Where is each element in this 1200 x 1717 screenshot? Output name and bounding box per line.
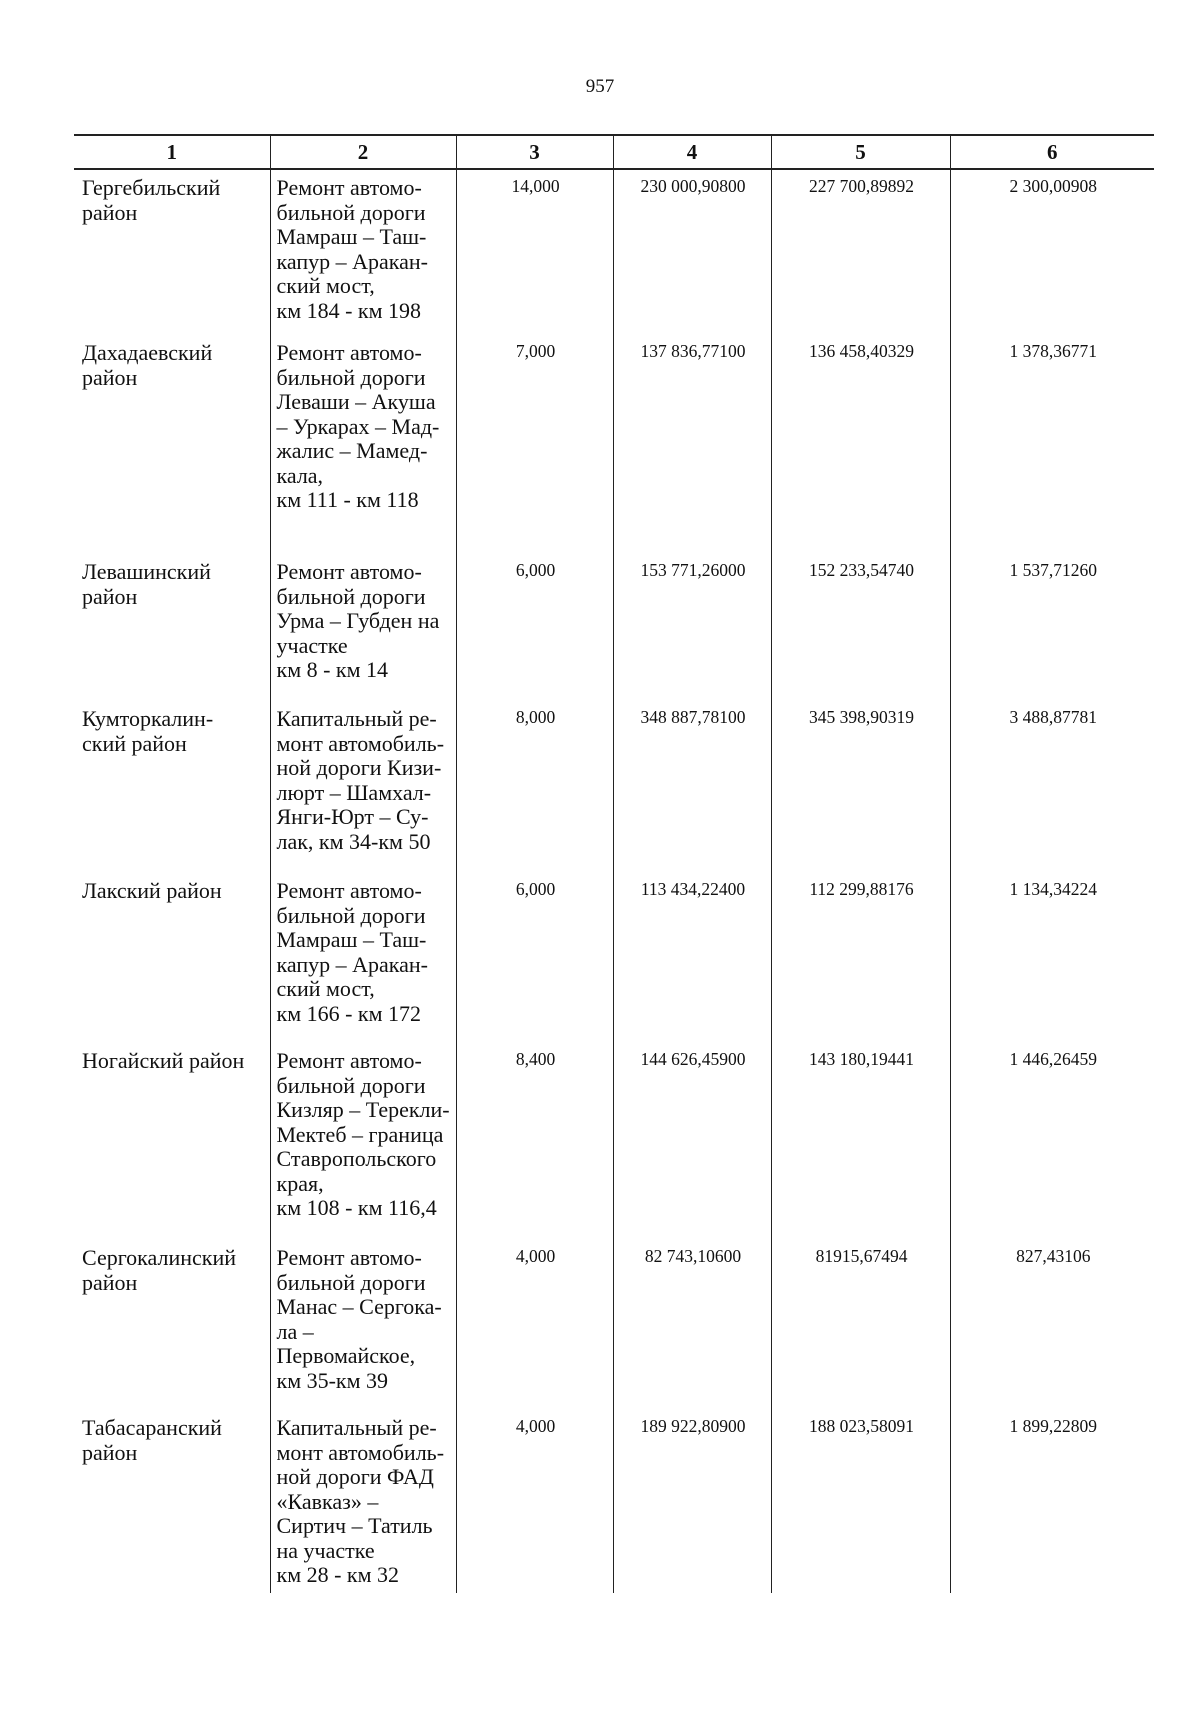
amount-cell: 230 000,90800	[613, 169, 771, 335]
district-cell: Ногайский район	[82, 1048, 245, 1073]
column-header: 2	[270, 135, 456, 169]
description-cell: Капитальный ре- монт автомобиль- ной дороги ФАД «Кавказ» – Сиртич – Татиль на участке км 28 - км 32	[270, 1410, 456, 1593]
page-number: 957	[585, 76, 615, 97]
amount-cell: 827,43106	[950, 1240, 1154, 1410]
amount-cell: 153 771,26000	[613, 554, 771, 701]
length-cell: 6,000	[456, 873, 613, 1043]
amount-cell: 113 434,22400	[613, 873, 771, 1043]
table-row	[74, 873, 1154, 1043]
table-row	[74, 1043, 1154, 1240]
amount-cell: 1 446,26459	[950, 1043, 1154, 1240]
description-cell: Ремонт автомо- бильной дороги Урма – Губден на участке км 8 - км 14	[270, 554, 456, 701]
table-row	[74, 1410, 1154, 1593]
column-header: 3	[456, 135, 613, 169]
amount-cell: 144 626,45900	[613, 1043, 771, 1240]
length-cell: 4,000	[456, 1410, 613, 1593]
table-row	[74, 169, 1154, 335]
description-cell: Ремонт автомо- бильной дороги Мамраш – Таш- капур – Аракан- ский мост, км 184 - км 198	[270, 169, 456, 335]
amount-cell: 152 233,54740	[771, 554, 950, 701]
district-cell: Кумторкалин- ский район	[82, 706, 214, 756]
district-cell: Табасаранский район	[82, 1415, 222, 1465]
description-cell: Капитальный ре- монт автомобиль- ной дороги Кизи- люрт – Шамхал- Янги-Юрт – Су- лак, км 34-км 50	[270, 701, 456, 873]
amount-cell: 143 180,19441	[771, 1043, 950, 1240]
district-cell: Дахадаевский район	[82, 340, 213, 390]
table-row	[74, 335, 1154, 554]
amount-cell: 112 299,88176	[771, 873, 950, 1043]
table-row	[74, 1240, 1154, 1410]
column-header: 6	[950, 135, 1154, 169]
length-cell: 8,000	[456, 701, 613, 873]
table-row	[74, 554, 1154, 701]
district-cell: Гергебильский район	[82, 175, 221, 225]
amount-cell: 136 458,40329	[771, 335, 950, 554]
column-header: 4	[613, 135, 771, 169]
amount-cell: 82 743,10600	[613, 1240, 771, 1410]
amount-cell: 227 700,89892	[771, 169, 950, 335]
amount-cell: 1 537,71260	[950, 554, 1154, 701]
table-header-row	[74, 135, 1154, 169]
amount-cell: 189 922,80900	[613, 1410, 771, 1593]
amount-cell: 137 836,77100	[613, 335, 771, 554]
description-cell: Ремонт автомо- бильной дороги Кизляр – Терекли- Мектеб – граница Ставропольского края, км 108 - км 116,4	[270, 1043, 456, 1240]
data-table	[74, 134, 1154, 1593]
length-cell: 8,400	[456, 1043, 613, 1240]
length-cell: 14,000	[456, 169, 613, 335]
amount-cell: 188 023,58091	[771, 1410, 950, 1593]
length-cell: 6,000	[456, 554, 613, 701]
district-cell: Лакский район	[82, 878, 222, 903]
district-cell: Сергокалинский район	[82, 1245, 237, 1295]
amount-cell: 1 899,22809	[950, 1410, 1154, 1593]
length-cell: 4,000	[456, 1240, 613, 1410]
length-cell: 7,000	[456, 335, 613, 554]
amount-cell: 348 887,78100	[613, 701, 771, 873]
table-row	[74, 701, 1154, 873]
column-header: 5	[771, 135, 950, 169]
amount-cell: 345 398,90319	[771, 701, 950, 873]
column-header: 1	[74, 135, 270, 169]
amount-cell: 1 134,34224	[950, 873, 1154, 1043]
amount-cell: 3 488,87781	[950, 701, 1154, 873]
amount-cell: 1 378,36771	[950, 335, 1154, 554]
amount-cell: 2 300,00908	[950, 169, 1154, 335]
description-cell: Ремонт автомо- бильной дороги Мамраш – Таш- капур – Аракан- ский мост, км 166 - км 172	[270, 873, 456, 1043]
description-cell: Ремонт автомо- бильной дороги Манас – Сергока- ла – Первомайское, км 35-км 39	[270, 1240, 456, 1410]
description-cell: Ремонт автомо- бильной дороги Леваши – Акуша – Уркарах – Мад- жалис – Мамед- кала, км 111 - км 118	[270, 335, 456, 554]
district-cell: Левашинский район	[82, 559, 211, 609]
amount-cell: 81915,67494	[771, 1240, 950, 1410]
